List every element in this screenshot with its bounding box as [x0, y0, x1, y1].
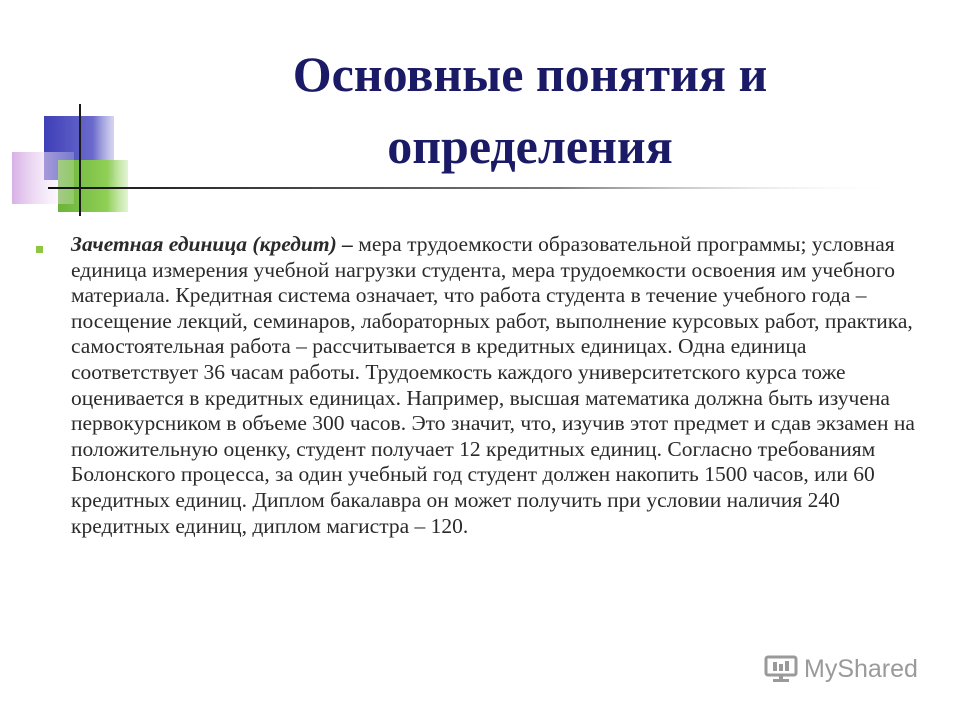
lavender-square: [12, 152, 74, 204]
watermark-logo: [764, 654, 918, 684]
definition-term: Зачетная единица (кредит) –: [71, 232, 353, 256]
blue-square: [44, 116, 114, 180]
definition-paragraph: [71, 232, 933, 539]
definition-text: мера трудоемкости образовательной программы; условная единица измерения учебной нагрузки студента, мера трудоемкости освоения им учебного материала. Кредитная система означает, что работа студента в течение учебного года – посещение лекций, семинаров, лабораторных работ, выполнение курсовых работ, практика, самостоятельная работа – рассчитывается в кредитных единицах. Одна единица соответствует 36 часам работы. Трудоемкость каждого университетского курса тоже оценивается в кредитных единицах. Например, высшая математика должна быть изучена первокурсником в объеме 300 часов. Это значит, что, изучив этот предмет и сдав экзамен на положительную оценку, студент получает 12 кредитных единиц. Согласно требованиям Болонского процесса, за один учебный год студент должен накопить 1500 часов, или 60 кредитных единиц. Диплом бакалавра он может получить при условии наличия 240 кредитных единиц, диплом магистра – 120.: [71, 232, 915, 538]
title-line-1: Основные понятия и: [292, 46, 768, 102]
watermark-text: MyShared: [804, 654, 918, 683]
horizontal-rule: [48, 187, 898, 189]
green-square: [58, 160, 128, 212]
title-line-2: определения: [387, 118, 673, 174]
page-title: [200, 38, 860, 182]
square-bullet-icon: [36, 246, 43, 253]
presentation-board-icon: [764, 654, 798, 684]
vertical-rule: [79, 104, 81, 216]
